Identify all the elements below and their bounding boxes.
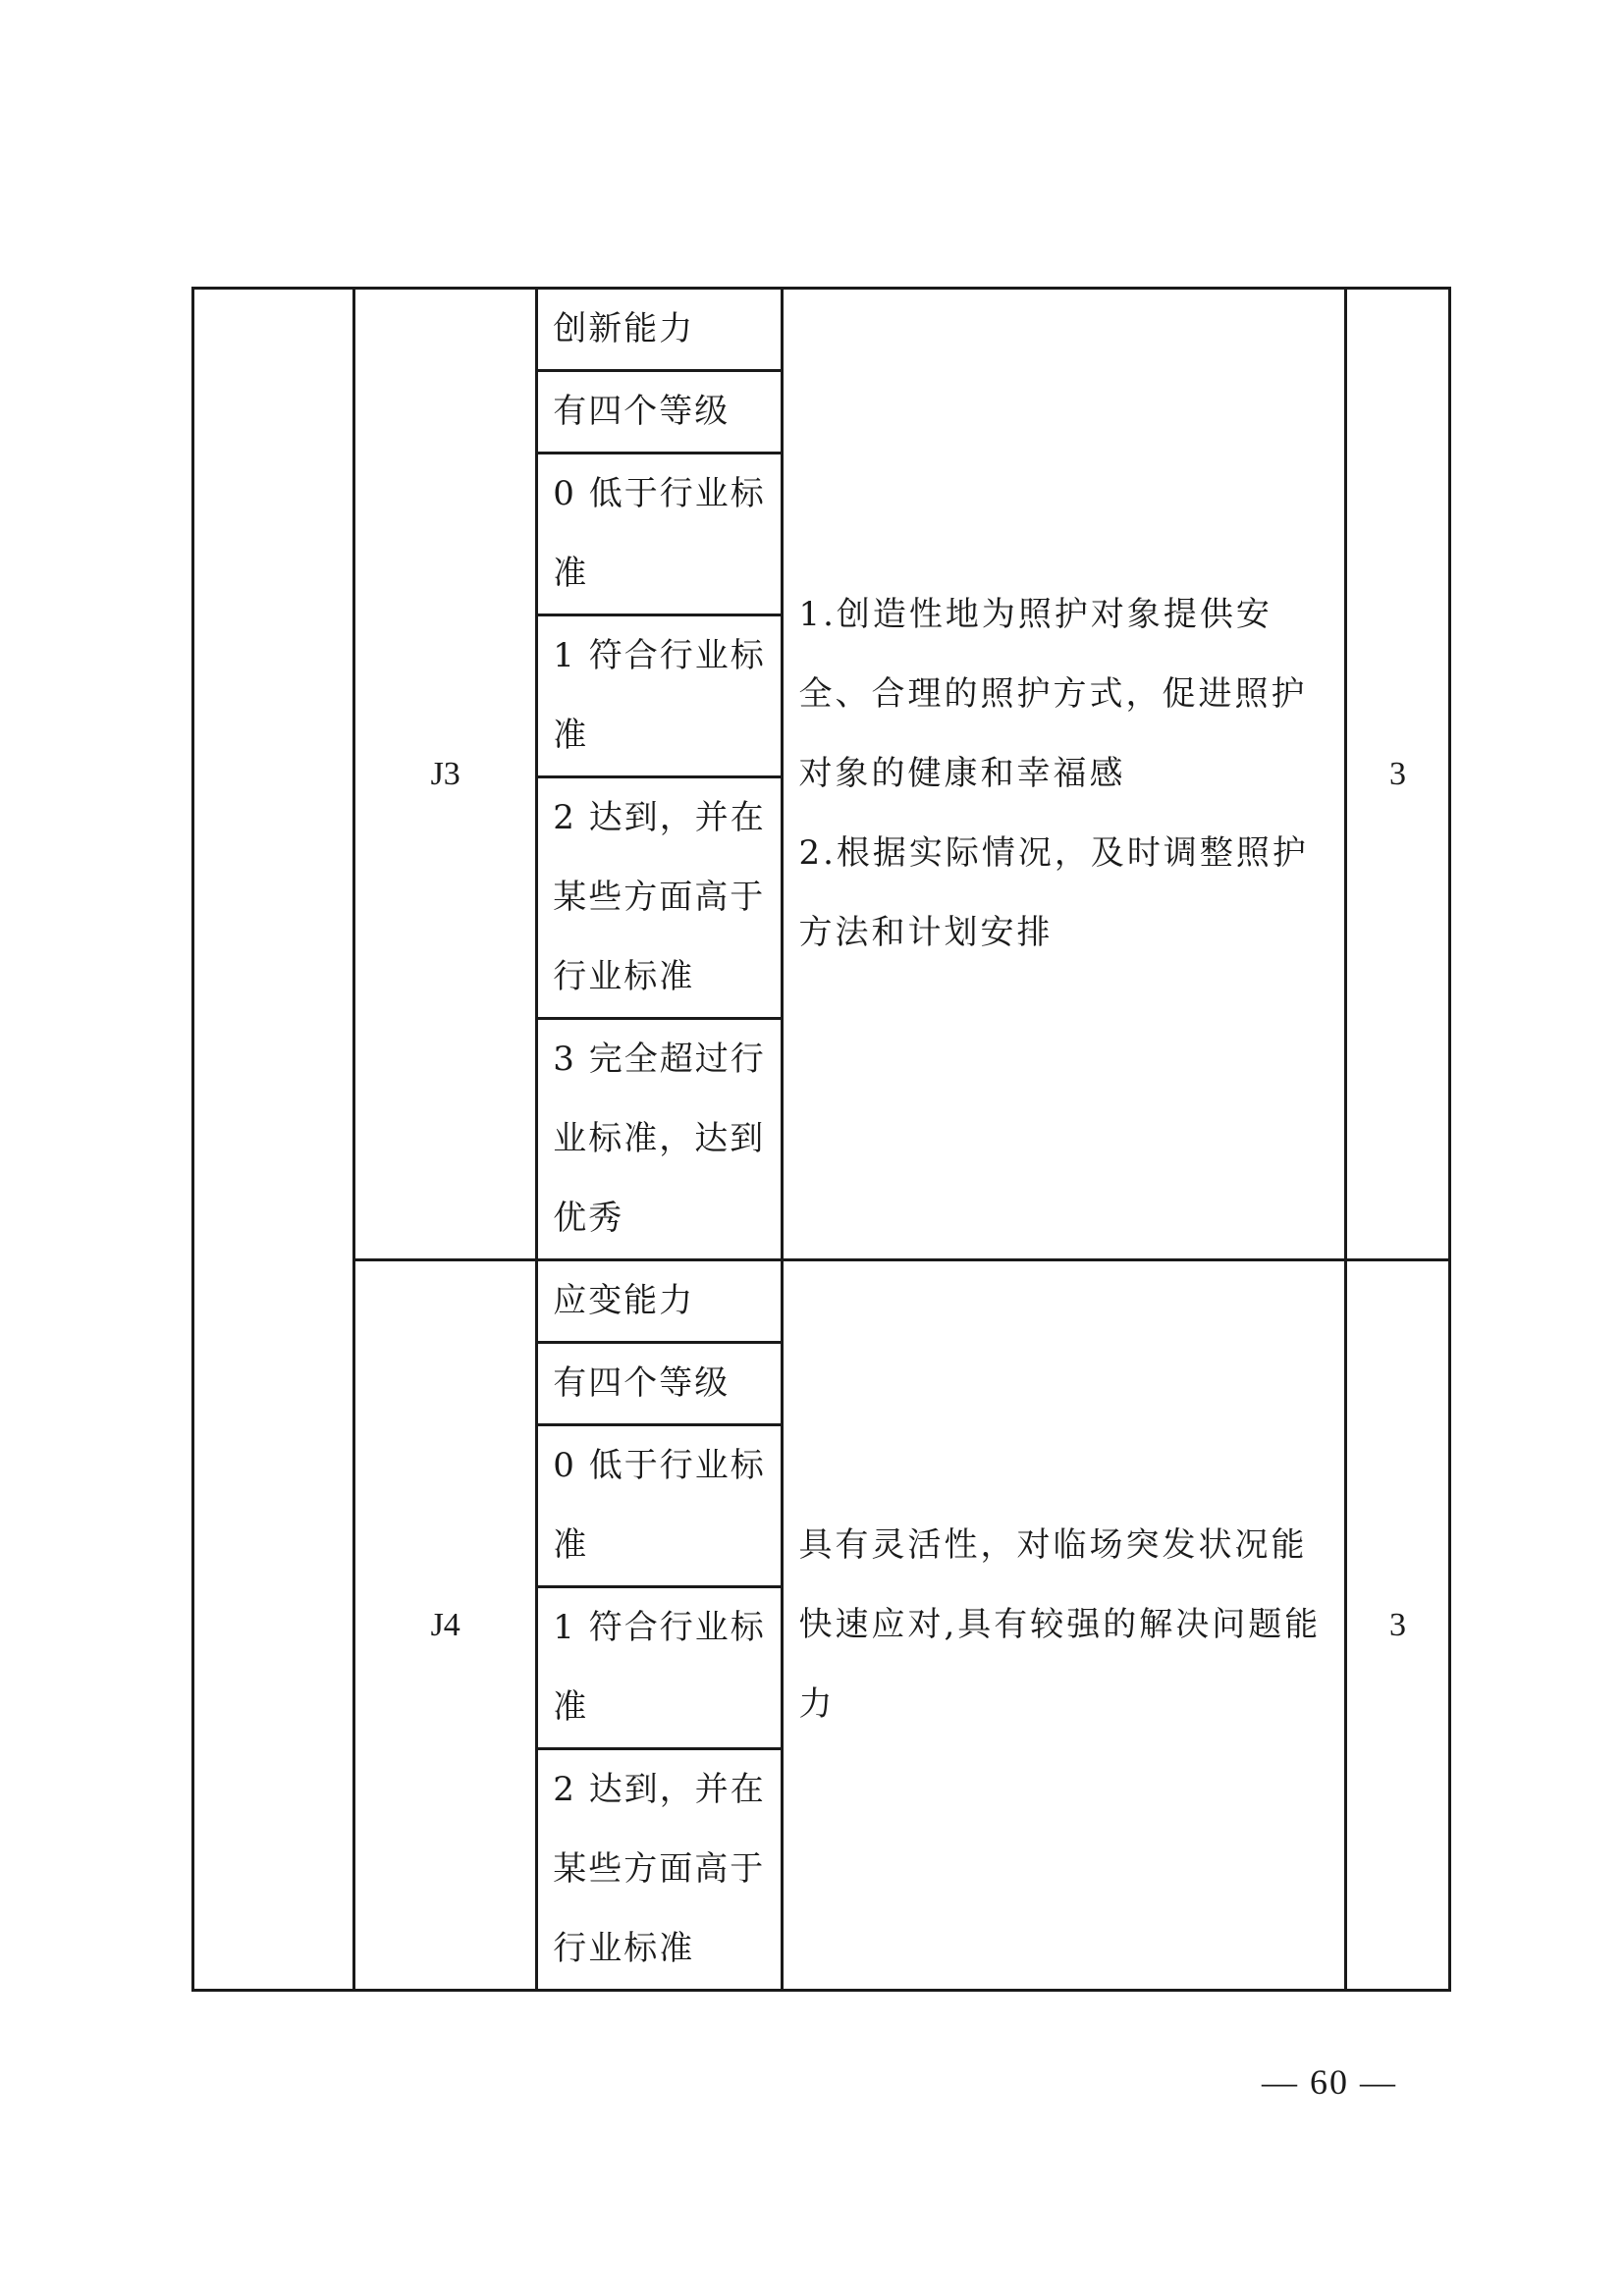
blank-category-cell [193, 289, 354, 1991]
level-cell: 0 低于行业标准 [537, 1425, 783, 1587]
level-cell: 1 符合行业标准 [537, 1587, 783, 1749]
description-line: 2.根据实际情况，及时调整照护方法和计划安排 [798, 833, 1309, 952]
level-cell: 0 低于行业标准 [537, 454, 783, 615]
level-cell: 有四个等级 [537, 1343, 783, 1425]
level-cell: 2 达到，并在某些方面高于行业标准 [537, 777, 783, 1019]
level-cell: 应变能力 [537, 1260, 783, 1343]
level-cell: 创新能力 [537, 289, 783, 371]
level-cell: 2 达到，并在某些方面高于行业标准 [537, 1749, 783, 1991]
description-line: 具有灵活性，对临场突发状况能快速应对,具有较强的解决问题能力 [798, 1525, 1322, 1724]
score-cell: 3 [1345, 289, 1449, 1260]
score-cell: 3 [1345, 1260, 1449, 1991]
description-cell [783, 289, 1345, 1260]
level-cell: 1 符合行业标准 [537, 615, 783, 777]
level-cell: 3 完全超过行业标准，达到优秀 [537, 1019, 783, 1260]
table-row [193, 1260, 1450, 1343]
level-cell: 有四个等级 [537, 371, 783, 454]
assessment-table [191, 287, 1451, 1992]
description-line: 1.创造性地为照护对象提供安全、合理的照护方式，促进照护对象的健康和幸福感 [798, 595, 1308, 793]
item-code: J3 [354, 289, 537, 1260]
table-row [193, 289, 1450, 371]
page-number: — 60 — [1262, 2062, 1397, 2102]
description-cell [783, 1260, 1345, 1991]
item-code: J4 [354, 1260, 537, 1991]
